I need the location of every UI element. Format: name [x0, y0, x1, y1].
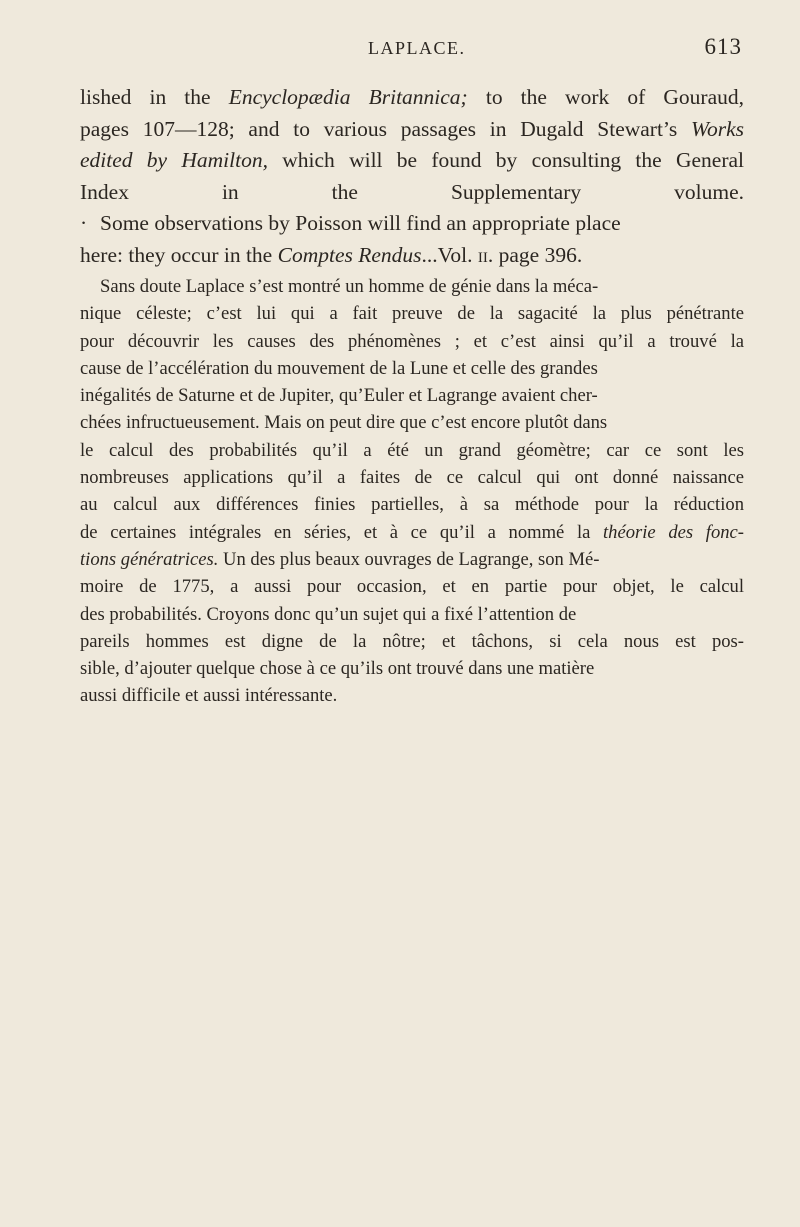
paragraph-poisson-intro — [80, 208, 744, 271]
text-line: pareils hommes est digne de la nôtre; et tâchons, si cela nous est pos- — [80, 630, 744, 652]
indent-mark: · — [80, 211, 88, 235]
text-line: des probabilités. Croyons donc qu’un sujet qui a fixé l’attention de — [80, 603, 577, 625]
text-line: sible, d’ajouter quelque chose à ce qu’ils ont trouvé dans une matière — [80, 658, 595, 680]
page-header — [0, 34, 800, 64]
text-line: nique céleste; c’est lui qui a fait preuve de la sagacité la plus pénétrante — [80, 303, 744, 325]
text-line: le calcul des probabilités qu’il a été un grand géomètre; car ce sont les — [80, 439, 744, 461]
paragraph-references — [80, 82, 744, 208]
body-text — [80, 82, 744, 710]
text-line: pages 107—128; and to various passages in Dugald Stewart’s Works — [80, 116, 744, 141]
text-line: cause de l’accélération du mouvement de la Lune et celle des grandes — [80, 357, 598, 379]
text-line: pour découvrir les causes des phénomènes ; et c’est ainsi qu’il a trouvé la — [80, 330, 744, 352]
text-line: edited by Hamilton, which will be found by consulting the General — [80, 148, 744, 172]
running-title: LAPLACE. — [368, 38, 466, 58]
paragraph-poisson-quote — [80, 273, 744, 710]
text-line: aussi difficile et aussi intéressante. — [80, 685, 338, 707]
text-line: · Some observations by Poisson will find an appropriate place — [80, 208, 744, 240]
text-line: Index in the Supplementary volume. — [80, 179, 744, 204]
text-line: tions génératrices. Un des plus beaux ouvrages de Lagrange, son Mé- — [80, 548, 600, 570]
text-line: Sans doute Laplace s’est montré un homme de génie dans la méca- — [100, 276, 599, 297]
text-line: lished in the Encyclopædia Britannica; to the work of Gouraud, — [80, 85, 744, 109]
text-line: moire de 1775, a aussi pour occasion, et en partie pour objet, le calcul — [80, 576, 744, 598]
page-number: 613 — [704, 34, 742, 59]
text-line: au calcul aux différences finies partielles, à sa méthode pour la réduction — [80, 494, 744, 516]
text-line: nombreuses applications qu’il a faites de ce calcul qui ont donné naissance — [80, 467, 744, 489]
text-line: chées infructueusement. Mais on peut dire que c’est encore plutôt dans — [80, 412, 608, 434]
text-line: here: they occur in the Comptes Rendus...Vol. ii. page 396. — [80, 242, 583, 267]
text-line: inégalités de Saturne et de Jupiter, qu’Euler et Lagrange avaient cher- — [80, 385, 598, 407]
text-line: de certaines intégrales en séries, et à ce qu’il a nommé la théorie des fonc- — [80, 521, 744, 543]
